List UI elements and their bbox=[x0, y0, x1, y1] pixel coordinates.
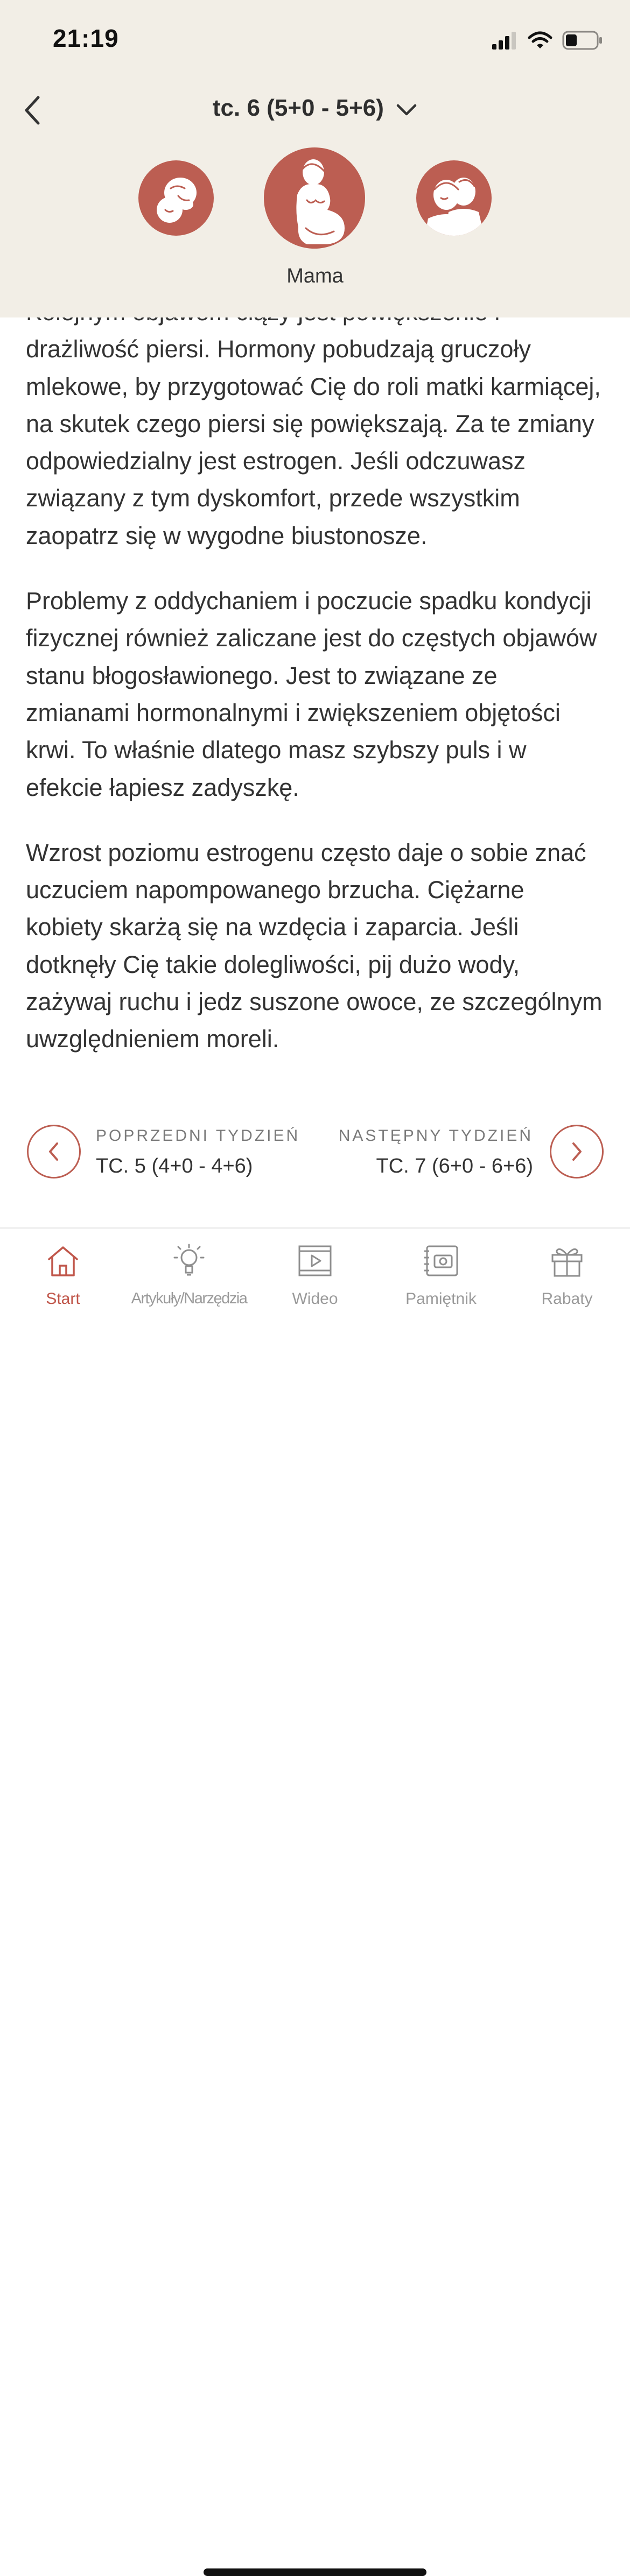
previous-week-link[interactable]: TC. 5 (4+0 - 4+6) bbox=[96, 1155, 253, 1177]
next-week-caption: NASTĘPNY TYDZIEŃ bbox=[338, 1127, 533, 1145]
tab-label: Wideo bbox=[292, 1290, 338, 1308]
tab-discounts[interactable] bbox=[504, 1239, 630, 1308]
week-title: tc. 6 (5+0 - 5+6) bbox=[212, 95, 384, 121]
week-selector[interactable] bbox=[0, 95, 630, 123]
next-week-button[interactable] bbox=[550, 1125, 604, 1178]
week-header bbox=[0, 0, 630, 317]
tab-articles-tools[interactable] bbox=[126, 1239, 252, 1308]
chevron-right-icon bbox=[570, 1141, 583, 1162]
mama-profile-button[interactable] bbox=[264, 147, 365, 249]
status-time: 21:19 bbox=[53, 24, 119, 52]
video-icon bbox=[298, 1245, 332, 1277]
article-body bbox=[26, 293, 604, 1086]
home-icon bbox=[46, 1244, 80, 1278]
cellular-signal-icon bbox=[491, 31, 518, 50]
home-indicator bbox=[204, 2568, 426, 2576]
next-week-link[interactable]: TC. 7 (6+0 - 6+6) bbox=[376, 1155, 533, 1177]
article-paragraph: drażliwość piersi. Hormony pobudzają gruczoły mlekowe, by przygotować Cię do roli matki karmiącej, na skutek czego piersi się powiększają. Za te zmiany odpowiedzialny jest estrogen. Jeśli odczuwasz związany z tym dyskomfort, przede wszystkim zaopatrz się w wygodne biustonosze. bbox=[26, 335, 601, 549]
baby-profile-button[interactable] bbox=[138, 160, 214, 236]
selected-profile-label: Mama bbox=[286, 265, 344, 287]
article-paragraph: Wzrost poziomu estrogenu często daje o sobie znać uczuciem napompowanego brzucha. Ciężarne kobiety skarżą się na wzdęcia i zaparcia. Jeśli dotknęły Cię takie dolegliwości, pij dużo wody, zażywaj ruchu i jedz suszone owoce, ze szczególnym uwzględnieniem moreli. bbox=[26, 838, 603, 1053]
tab-label: Artykuły/Narzędzia bbox=[131, 1290, 247, 1307]
chevron-down-icon bbox=[396, 96, 417, 123]
tab-start[interactable] bbox=[0, 1239, 126, 1308]
battery-icon bbox=[562, 31, 603, 50]
lightbulb-icon bbox=[173, 1244, 205, 1278]
wifi-icon bbox=[528, 31, 552, 50]
bottom-tab-bar bbox=[0, 1227, 630, 1364]
tab-diary[interactable] bbox=[378, 1239, 504, 1308]
camera-album-icon bbox=[423, 1245, 459, 1277]
mama-icon bbox=[264, 147, 365, 249]
couple-icon bbox=[416, 160, 492, 236]
article-paragraph: Problemy z oddychaniem i poczucie spadku kondycji fizycznej również zaliczane jest do częstych objawów stanu błogosławionego. Jest to związane ze zmianami hormonalnymi i zwiększeniem objętości krwi. To właśnie dlatego masz szybszy puls i w efekcie łapiesz zadyszkę. bbox=[26, 587, 597, 801]
baby-icon bbox=[138, 160, 214, 236]
tab-label: Rabaty bbox=[541, 1290, 593, 1308]
previous-week-button[interactable] bbox=[27, 1125, 81, 1178]
tab-video[interactable] bbox=[252, 1239, 378, 1308]
tab-label: Pamiętnik bbox=[405, 1290, 477, 1308]
tab-label: Start bbox=[46, 1290, 80, 1308]
couple-profile-button[interactable] bbox=[416, 160, 492, 236]
week-navigation bbox=[0, 1124, 630, 1183]
chevron-left-icon bbox=[47, 1141, 60, 1162]
previous-week-caption: POPRZEDNI TYDZIEŃ bbox=[96, 1127, 300, 1145]
status-icons bbox=[491, 27, 603, 54]
gift-icon bbox=[550, 1244, 584, 1278]
